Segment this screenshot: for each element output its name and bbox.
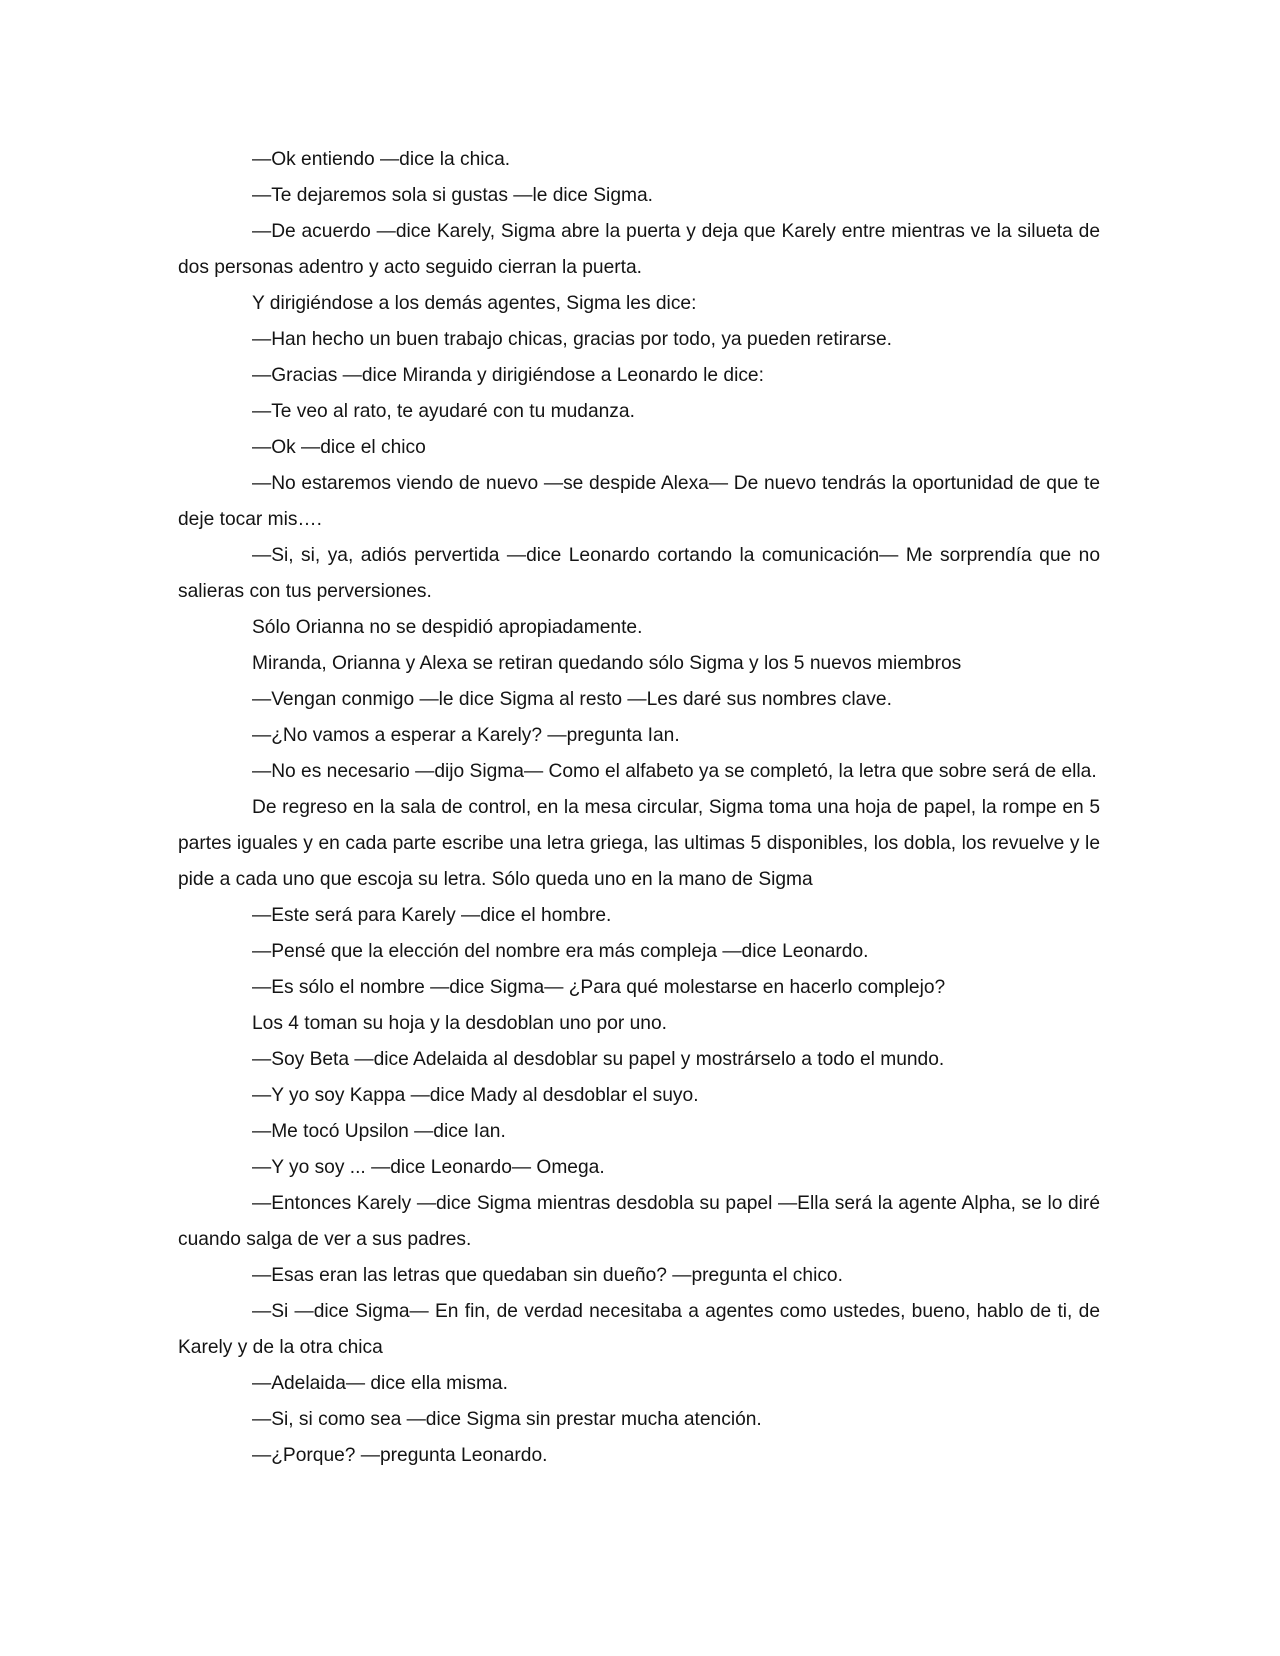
paragraph: —Pensé que la elección del nombre era más compleja —dice Leonardo.	[252, 941, 869, 962]
paragraph: —Adelaida— dice ella misma.	[252, 1373, 508, 1394]
paragraph: De regreso en la sala de control, en la mesa circular, Sigma toma una hoja de papel, la rompe en 5 partes iguales y en cada parte escribe una letra griega, las ultimas 5 disponibles, los dobla, los revuelve y le pide a cada uno que escoja su letra. Sólo queda uno en la mano de Sigma	[178, 797, 1100, 890]
paragraph: Los 4 toman su hoja y la desdoblan uno por uno.	[252, 1013, 667, 1034]
paragraph: Miranda, Orianna y Alexa se retiran quedando sólo Sigma y los 5 nuevos miembros	[252, 653, 962, 674]
document-page	[178, 142, 1100, 1474]
paragraph: —Si, si, ya, adiós pervertida —dice Leonardo cortando la comunicación— Me sorprendía que no salieras con tus perversiones.	[178, 545, 1100, 602]
paragraph: —Gracias —dice Miranda y dirigiéndose a Leonardo le dice:	[252, 365, 764, 386]
paragraph: —Ok —dice el chico	[252, 437, 426, 458]
paragraph: —Vengan conmigo —le dice Sigma al resto —Les daré sus nombres clave.	[252, 689, 892, 710]
paragraph: —¿No vamos a esperar a Karely? —pregunta Ian.	[252, 725, 680, 746]
paragraph: —Es sólo el nombre —dice Sigma— ¿Para qué molestarse en hacerlo complejo?	[252, 977, 946, 998]
paragraph: —Si, si como sea —dice Sigma sin prestar mucha atención.	[252, 1409, 762, 1430]
paragraph: —Si —dice Sigma— En fin, de verdad necesitaba a agentes como ustedes, bueno, hablo de ti, de Karely y de la otra chica	[178, 1301, 1100, 1358]
paragraph: —Esas eran las letras que quedaban sin dueño? —pregunta el chico.	[252, 1265, 843, 1286]
paragraph: —¿Porque? —pregunta Leonardo.	[252, 1445, 548, 1466]
paragraph: —Y yo soy Kappa —dice Mady al desdoblar el suyo.	[252, 1085, 699, 1106]
paragraph: Y dirigiéndose a los demás agentes, Sigma les dice:	[252, 293, 697, 314]
paragraph: —Entonces Karely —dice Sigma mientras desdobla su papel —Ella será la agente Alpha, se lo diré cuando salga de ver a sus padres.	[178, 1193, 1100, 1250]
paragraph: —De acuerdo —dice Karely, Sigma abre la puerta y deja que Karely entre mientras ve la silueta de dos personas adentro y acto seguido cierran la puerta.	[178, 221, 1100, 278]
paragraph: —No estaremos viendo de nuevo —se despide Alexa— De nuevo tendrás la oportunidad de que te deje tocar mis….	[178, 473, 1100, 530]
paragraph: —Te veo al rato, te ayudaré con tu mudanza.	[252, 401, 635, 422]
paragraph: —Soy Beta —dice Adelaida al desdoblar su papel y mostrárselo a todo el mundo.	[252, 1049, 945, 1070]
paragraph: —Me tocó Upsilon —dice Ian.	[252, 1121, 506, 1142]
paragraph: —Y yo soy ... —dice Leonardo— Omega.	[252, 1157, 605, 1178]
paragraph: —Han hecho un buen trabajo chicas, gracias por todo, ya pueden retirarse.	[252, 329, 892, 350]
paragraph: —Te dejaremos sola si gustas —le dice Sigma.	[252, 185, 653, 206]
paragraph: Sólo Orianna no se despidió apropiadamente.	[252, 617, 643, 638]
paragraph: —No es necesario —dijo Sigma— Como el alfabeto ya se completó, la letra que sobre será de ella.	[252, 761, 1097, 782]
paragraph: —Ok entiendo —dice la chica.	[252, 149, 511, 170]
paragraph: —Este será para Karely —dice el hombre.	[252, 905, 612, 926]
